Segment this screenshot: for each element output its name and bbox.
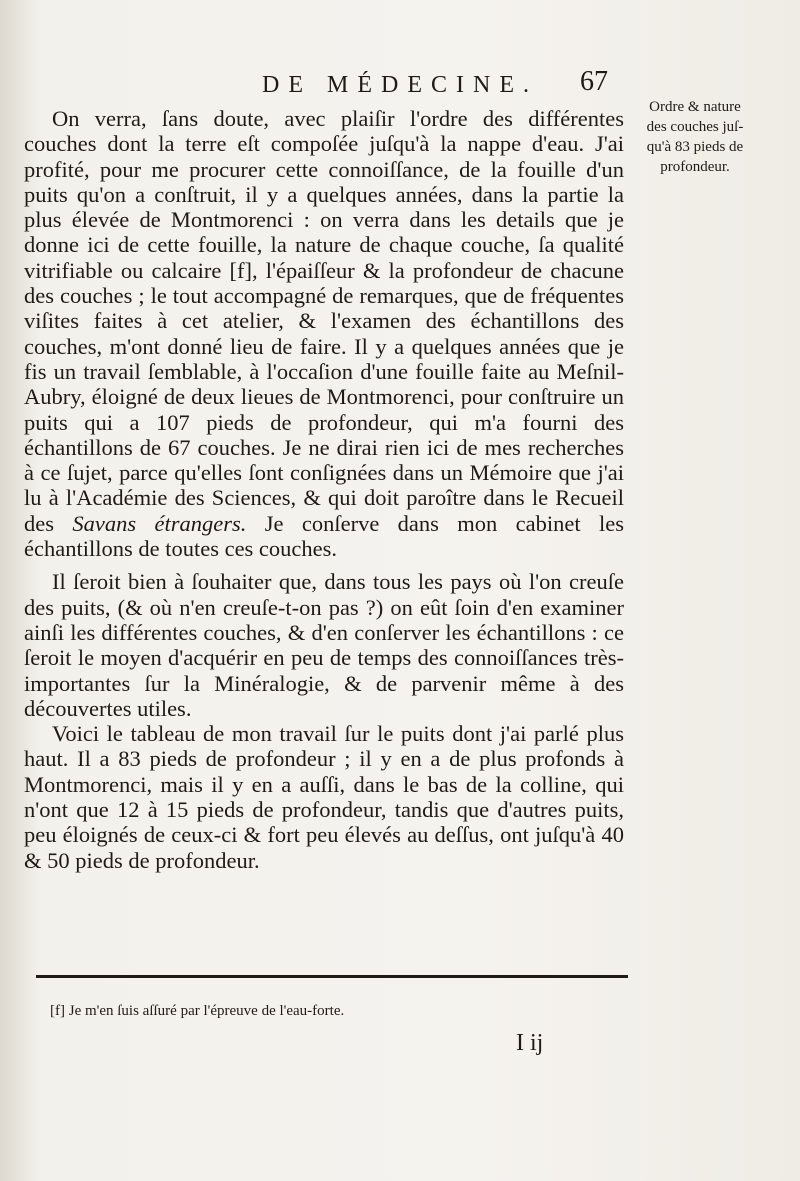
- main-text: [24, 106, 624, 873]
- margin-note: [620, 97, 770, 177]
- margin-note-line: qu'à 83 pieds de: [646, 139, 744, 155]
- paragraph-1: [24, 106, 624, 561]
- paragraph-1-text: On verra, ſans doute, avec plaiſir l'ordre des différentes couches dont la terre eſt compoſée juſqu'à la nappe d'eau. J'ai profité, pour me procurer cette connoiſſance, de la fouille d'un puits qu'on a conſtruit, il y a quelques années, dans la partie la plus élevée de Montmorenci : on verra dans les details que je donne ici de cette fouille, la nature de chaque couche, ſa qualité vitrifiable ou calcaire [f], l'épaiſſeur & la profondeur de chacune des couches ; le tout accompagné de remarques, que de fréquentes viſites faites à cet atelier, & l'examen des échantillons des couches, m'ont donné lieu de faire. Il y a quelques années que je fis un travail ſemblable, à l'occaſion d'une fouille faite au Meſnil-Aubry, éloigné de deux lieues de Montmorenci, pour conſtruire un puits qui a 107 pieds de profondeur, qui m'a fourni des échantillons de 67 couches. Je ne dirai rien ici de mes recherches à ce ſujet, parce qu'elles ſont conſignées dans un Mémoire que j'ai lu à l'Académie des Sciences, & qui doit paroître dans le Recueil des: [24, 106, 624, 536]
- footnote-rule: [36, 975, 628, 978]
- italic-title: Savans étrangers.: [72, 510, 247, 536]
- footnote: [f] Je m'en ſuis aſſuré par l'épreuve de l'eau-forte.: [50, 1003, 345, 1019]
- margin-note-line: profondeur.: [660, 159, 730, 175]
- running-title: DE MÉDECINE.: [262, 72, 538, 98]
- signature-mark: I ij: [516, 1030, 544, 1056]
- margin-note-line: des couches juſ-: [646, 119, 744, 135]
- margin-note-line: Ordre & nature: [649, 99, 741, 115]
- page-number: 67: [580, 66, 608, 97]
- paragraph-1-end: Je conſerve dans mon cabinet les échantillons de toutes ces couches.: [24, 510, 624, 562]
- paragraph-2: Il ſeroit bien à ſouhaiter que, dans tous les pays où l'on creuſe des puits, (& où n'en creuſe-t-on pas ?) on eût ſoin d'en examiner ainſi les différentes couches, & d'en conſerver les échantillons : ce ſeroit le moyen d'acquérir en peu de temps des connoiſſances très-importantes ſur la Minéralogie, & de parvenir même à des découvertes utiles.: [24, 569, 624, 721]
- paragraph-3: Voici le tableau de mon travail ſur le puits dont j'ai parlé plus haut. Il a 83 pieds de profondeur ; il y en a de plus profonds à Montmorenci, mais il y en a auſſi, dans le bas de la colline, qui n'ont que 12 à 15 pieds de profondeur, tandis que d'autres puits, peu éloignés de ceux-ci & fort peu élevés au deſſus, ont juſqu'à 40 & 50 pieds de profondeur.: [24, 721, 624, 873]
